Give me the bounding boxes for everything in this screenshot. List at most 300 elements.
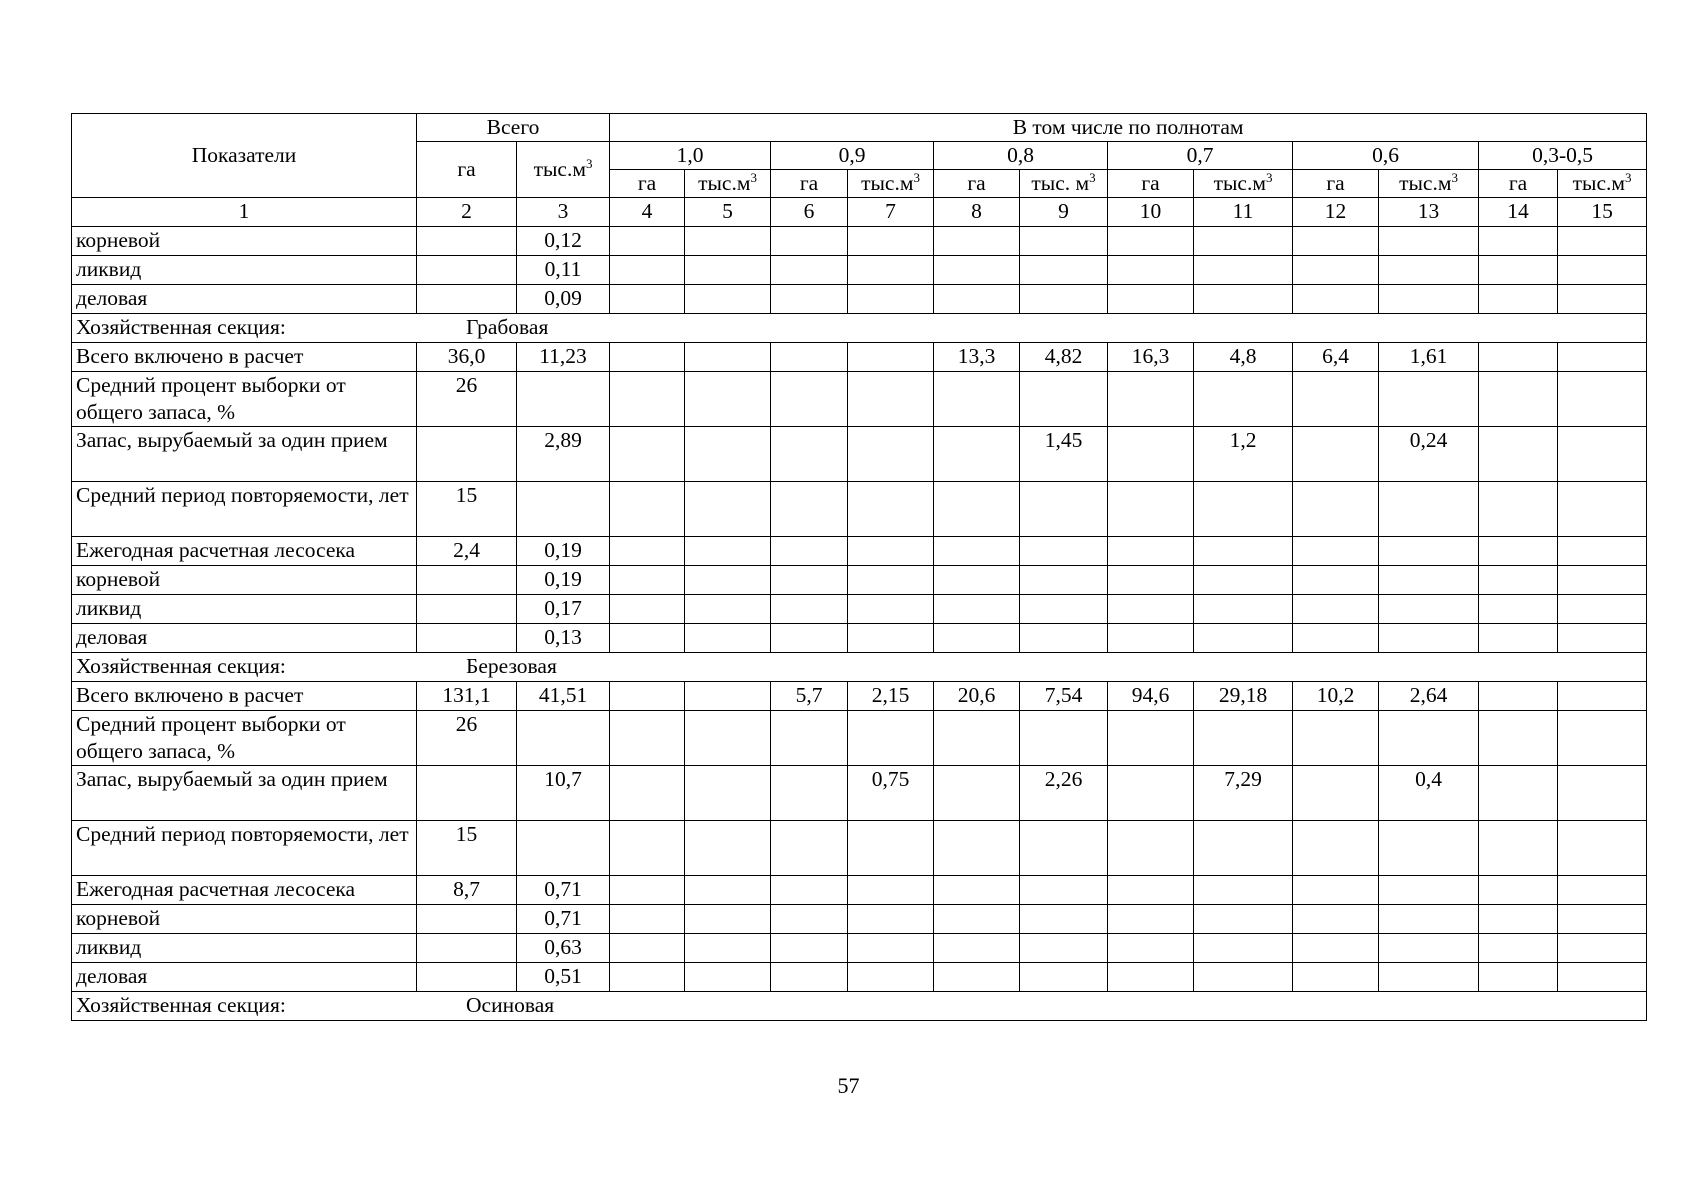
table-cell [417, 227, 517, 256]
table-cell [1108, 934, 1194, 963]
row-label: деловая [72, 624, 417, 653]
table-cell [417, 766, 517, 821]
table-cell [771, 876, 848, 905]
table-cell [771, 595, 848, 624]
column-number: 15 [1558, 198, 1647, 227]
table-cell [610, 537, 685, 566]
table-cell [1108, 427, 1194, 482]
table-row [72, 595, 1647, 624]
table-cell [517, 482, 610, 537]
row-label: деловая [72, 963, 417, 992]
table-cell [1293, 537, 1379, 566]
section-name: Осиновая [466, 993, 555, 1017]
row-label: Ежегодная расчетная лесосека [72, 876, 417, 905]
section-cell [72, 653, 1647, 682]
header-ha: га [1479, 170, 1558, 198]
table-cell: 94,6 [1108, 682, 1194, 711]
table-cell: 15 [417, 482, 517, 537]
table-cell: 6,4 [1293, 343, 1379, 372]
section-row [72, 992, 1647, 1021]
table-cell [1293, 963, 1379, 992]
table-cell [1108, 624, 1194, 653]
table-cell [1108, 766, 1194, 821]
column-number: 6 [771, 198, 848, 227]
table-cell [1479, 256, 1558, 285]
header-density: 1,0 [610, 142, 771, 170]
table-cell: 0,17 [517, 595, 610, 624]
table-cell [1293, 711, 1379, 766]
table-cell [610, 905, 685, 934]
table-cell [1479, 537, 1558, 566]
table-cell [771, 343, 848, 372]
table-row [72, 256, 1647, 285]
table-row [72, 285, 1647, 314]
table-cell [1379, 595, 1479, 624]
table-cell [1479, 595, 1558, 624]
table-row [72, 682, 1647, 711]
table-cell: 0,19 [517, 537, 610, 566]
table-cell [848, 595, 934, 624]
table-cell [1379, 482, 1479, 537]
table-cell [1479, 905, 1558, 934]
table-cell [1293, 766, 1379, 821]
header-indicators: Показатели [72, 114, 417, 198]
table-cell [610, 566, 685, 595]
section-row [72, 314, 1647, 343]
table-cell [610, 766, 685, 821]
table-cell [848, 343, 934, 372]
section-cell [72, 314, 1647, 343]
table-cell [610, 711, 685, 766]
table-cell [1558, 821, 1647, 876]
table-cell: 20,6 [934, 682, 1020, 711]
table-cell: 1,61 [1379, 343, 1479, 372]
column-number: 14 [1479, 198, 1558, 227]
table-cell [1293, 566, 1379, 595]
table-cell [1379, 624, 1479, 653]
table-cell: 0,63 [517, 934, 610, 963]
table-cell [1293, 372, 1379, 427]
table-cell [934, 905, 1020, 934]
table-cell [1108, 256, 1194, 285]
table-cell [610, 227, 685, 256]
table-cell [1479, 343, 1558, 372]
section-cell [72, 992, 1647, 1021]
table-cell [1558, 963, 1647, 992]
table-cell [685, 343, 771, 372]
table-cell [1293, 905, 1379, 934]
table-cell [1479, 227, 1558, 256]
table-row [72, 566, 1647, 595]
table-row [72, 427, 1647, 482]
table-cell [934, 482, 1020, 537]
table-cell [1479, 934, 1558, 963]
table-cell [417, 595, 517, 624]
table-row [72, 372, 1647, 427]
table-cell [1020, 821, 1108, 876]
section-name: Грабовая [466, 315, 549, 339]
table-cell [934, 711, 1020, 766]
table-row [72, 624, 1647, 653]
row-label: ликвид [72, 595, 417, 624]
table-cell: 0,12 [517, 227, 610, 256]
table-cell: 0,09 [517, 285, 610, 314]
table-cell [1293, 427, 1379, 482]
page-number: 57 [837, 1073, 860, 1098]
row-label: Средний период повторяемости, лет [72, 821, 417, 876]
table-cell [1479, 821, 1558, 876]
table-cell [934, 256, 1020, 285]
table-cell [934, 963, 1020, 992]
column-number-row [72, 198, 1647, 227]
section-label: Хозяйственная секция: [76, 315, 286, 339]
table-cell [1558, 537, 1647, 566]
table-cell [417, 427, 517, 482]
table-cell [1479, 963, 1558, 992]
table-cell: 10,7 [517, 766, 610, 821]
table-cell [848, 427, 934, 482]
table-cell: 13,3 [934, 343, 1020, 372]
table-cell: 0,51 [517, 963, 610, 992]
table-cell [934, 566, 1020, 595]
column-number: 11 [1194, 198, 1293, 227]
table-cell [848, 566, 934, 595]
header-density: 0,6 [1293, 142, 1479, 170]
table-cell: 2,4 [417, 537, 517, 566]
table-cell: 0,24 [1379, 427, 1479, 482]
table-cell [1108, 285, 1194, 314]
column-number: 7 [848, 198, 934, 227]
table-cell [848, 256, 934, 285]
table-cell [934, 427, 1020, 482]
table-cell [417, 963, 517, 992]
table-cell [685, 227, 771, 256]
table-cell [610, 285, 685, 314]
table-cell [610, 682, 685, 711]
header-ha: га [610, 170, 685, 198]
table-cell [417, 285, 517, 314]
table-cell [1558, 905, 1647, 934]
table-row [72, 482, 1647, 537]
table-cell [848, 482, 934, 537]
table-cell [610, 343, 685, 372]
table-cell [1479, 624, 1558, 653]
table-cell [1020, 256, 1108, 285]
table-cell [934, 934, 1020, 963]
table-cell [685, 256, 771, 285]
table-cell [610, 595, 685, 624]
column-number: 3 [517, 198, 610, 227]
column-number: 4 [610, 198, 685, 227]
header-thous: $тыс.м^3$ [848, 170, 934, 198]
table-cell [1379, 876, 1479, 905]
table-cell [848, 876, 934, 905]
header-ha: га [1293, 170, 1379, 198]
table-cell [1108, 537, 1194, 566]
table-cell [771, 285, 848, 314]
row-label: Всего включено в расчет [72, 343, 417, 372]
table-cell: 4,82 [1020, 343, 1108, 372]
table-cell [1293, 876, 1379, 905]
header-thous: тыс. $м^3$ [1020, 170, 1108, 198]
table-row [72, 934, 1647, 963]
table-cell: 36,0 [417, 343, 517, 372]
table-row [72, 766, 1647, 821]
table-cell [685, 595, 771, 624]
table-cell [517, 821, 610, 876]
row-label: корневой [72, 905, 417, 934]
table-cell: 0,4 [1379, 766, 1479, 821]
table-cell [1293, 934, 1379, 963]
table-cell [771, 821, 848, 876]
table-cell [1558, 285, 1647, 314]
table-cell [610, 482, 685, 537]
column-number: 1 [72, 198, 417, 227]
header-density: 0,3-0,5 [1479, 142, 1647, 170]
table-cell [1108, 963, 1194, 992]
table-cell [1020, 711, 1108, 766]
table-cell [848, 227, 934, 256]
table-cell [1194, 256, 1293, 285]
table-cell: 11,23 [517, 343, 610, 372]
table-cell [934, 537, 1020, 566]
table-cell [1194, 821, 1293, 876]
table-cell [1108, 372, 1194, 427]
section-name: Березовая [466, 654, 557, 678]
table-cell [1194, 624, 1293, 653]
table-cell [610, 427, 685, 482]
table-cell [685, 963, 771, 992]
table-cell [1558, 343, 1647, 372]
table-cell [610, 256, 685, 285]
table-cell [1108, 905, 1194, 934]
section-row [72, 653, 1647, 682]
table-cell [685, 821, 771, 876]
table-cell: 0,13 [517, 624, 610, 653]
table-cell [771, 427, 848, 482]
table-cell [1293, 256, 1379, 285]
table-cell [685, 876, 771, 905]
header-by-density: В том числе по полнотам [610, 114, 1647, 142]
table-cell [934, 624, 1020, 653]
table-cell [1558, 595, 1647, 624]
header-ha: га [934, 170, 1020, 198]
table-cell [934, 372, 1020, 427]
header-total: Всего [417, 114, 610, 142]
table-cell [1020, 963, 1108, 992]
table-cell [1479, 566, 1558, 595]
column-number: 12 [1293, 198, 1379, 227]
table-cell: 29,18 [1194, 682, 1293, 711]
table-cell [417, 256, 517, 285]
table-cell [1558, 711, 1647, 766]
header-ha: га [771, 170, 848, 198]
table-row [72, 711, 1647, 766]
table-cell [1558, 682, 1647, 711]
table-cell [1479, 427, 1558, 482]
table-cell [771, 711, 848, 766]
table-cell [1020, 285, 1108, 314]
table-cell [610, 624, 685, 653]
table-cell [685, 766, 771, 821]
header-total-ha: га [417, 142, 517, 198]
table-cell [1479, 682, 1558, 711]
table-cell [1108, 595, 1194, 624]
table-cell [1293, 624, 1379, 653]
table-cell [1558, 624, 1647, 653]
table-cell [1108, 711, 1194, 766]
column-number: 9 [1020, 198, 1108, 227]
table-cell [934, 821, 1020, 876]
table-cell [1293, 227, 1379, 256]
table-cell [1293, 285, 1379, 314]
section-label: Хозяйственная секция: [76, 654, 286, 678]
table-row [72, 537, 1647, 566]
table-cell [1020, 595, 1108, 624]
table-cell [1194, 372, 1293, 427]
table-cell [1379, 963, 1479, 992]
table-cell: 1,45 [1020, 427, 1108, 482]
table-cell [1293, 821, 1379, 876]
table-cell: 15 [417, 821, 517, 876]
table-cell [1108, 566, 1194, 595]
header-density: 0,7 [1108, 142, 1293, 170]
table-cell: 26 [417, 711, 517, 766]
row-label: Средний процент выборки от общего запаса, % [72, 711, 417, 766]
table-cell: 2,89 [517, 427, 610, 482]
table-cell: 2,64 [1379, 682, 1479, 711]
table-cell [610, 372, 685, 427]
table-cell: 5,7 [771, 682, 848, 711]
table-cell [771, 227, 848, 256]
column-number: 2 [417, 198, 517, 227]
table-cell [1558, 482, 1647, 537]
table-cell [1108, 876, 1194, 905]
header-ha: га [1108, 170, 1194, 198]
column-number: 5 [685, 198, 771, 227]
table-cell [848, 821, 934, 876]
table-cell [1108, 482, 1194, 537]
table-cell [685, 566, 771, 595]
table-cell [848, 624, 934, 653]
table-body [72, 227, 1647, 1021]
table-cell [685, 537, 771, 566]
column-number: 8 [934, 198, 1020, 227]
table-cell [517, 711, 610, 766]
table-cell [771, 624, 848, 653]
table-cell [1558, 766, 1647, 821]
table-cell [1194, 963, 1293, 992]
table-cell [1293, 595, 1379, 624]
table-cell: 0,19 [517, 566, 610, 595]
table-cell [517, 372, 610, 427]
table-cell [1020, 482, 1108, 537]
table-cell [610, 876, 685, 905]
table-cell [934, 766, 1020, 821]
table-cell: 0,71 [517, 876, 610, 905]
row-label: Ежегодная расчетная лесосека [72, 537, 417, 566]
table-cell [610, 821, 685, 876]
table-cell [1194, 876, 1293, 905]
table-cell [1020, 624, 1108, 653]
table-cell [1558, 372, 1647, 427]
column-number: 10 [1108, 198, 1194, 227]
table-cell [1558, 934, 1647, 963]
table-cell [1479, 285, 1558, 314]
table-cell [1194, 537, 1293, 566]
row-label: Средний процент выборки от общего запаса, % [72, 372, 417, 427]
table-cell [1558, 566, 1647, 595]
table-cell: 2,15 [848, 682, 934, 711]
table-cell: 7,29 [1194, 766, 1293, 821]
table-cell [1558, 227, 1647, 256]
table-cell [848, 905, 934, 934]
row-label: Запас, вырубаемый за один прием [72, 766, 417, 821]
table-cell: 0,11 [517, 256, 610, 285]
table-cell [1379, 711, 1479, 766]
table-cell [1379, 566, 1479, 595]
header-thous: $тыс.м^3$ [1379, 170, 1479, 198]
row-label: ликвид [72, 256, 417, 285]
table-cell [848, 711, 934, 766]
table-row [72, 821, 1647, 876]
table-cell [1379, 256, 1479, 285]
table-cell [610, 934, 685, 963]
table-cell [417, 934, 517, 963]
table-cell [848, 537, 934, 566]
table-cell [848, 963, 934, 992]
table-cell [771, 566, 848, 595]
table-cell [1020, 905, 1108, 934]
table-cell [771, 934, 848, 963]
table-cell [685, 905, 771, 934]
row-label: корневой [72, 227, 417, 256]
table-cell: 4,8 [1194, 343, 1293, 372]
table-cell [934, 595, 1020, 624]
row-label: Запас, вырубаемый за один прием [72, 427, 417, 482]
row-label: Всего включено в расчет [72, 682, 417, 711]
header-thous: $тыс.м^3$ [685, 170, 771, 198]
table-cell [1194, 905, 1293, 934]
table-cell: 131,1 [417, 682, 517, 711]
table-cell: 41,51 [517, 682, 610, 711]
header-thous: $тыс.м^3$ [1194, 170, 1293, 198]
table-cell [934, 876, 1020, 905]
table-row [72, 963, 1647, 992]
table-row [72, 905, 1647, 934]
table-cell: 10,2 [1293, 682, 1379, 711]
row-label: деловая [72, 285, 417, 314]
table-cell [848, 372, 934, 427]
table-cell [1194, 285, 1293, 314]
table-row [72, 227, 1647, 256]
table-cell [771, 256, 848, 285]
table-cell [1020, 566, 1108, 595]
table-cell [1020, 876, 1108, 905]
allowable-cut-table [71, 113, 1647, 1021]
table-cell [848, 934, 934, 963]
table-cell [1379, 905, 1479, 934]
table-cell [610, 963, 685, 992]
table-cell [771, 537, 848, 566]
table-cell [1020, 227, 1108, 256]
table-row [72, 876, 1647, 905]
header-total-thous: $тыс.м^3$ [517, 142, 610, 198]
table-cell [1194, 934, 1293, 963]
table-cell [1558, 256, 1647, 285]
table-cell [934, 227, 1020, 256]
table-cell [685, 372, 771, 427]
